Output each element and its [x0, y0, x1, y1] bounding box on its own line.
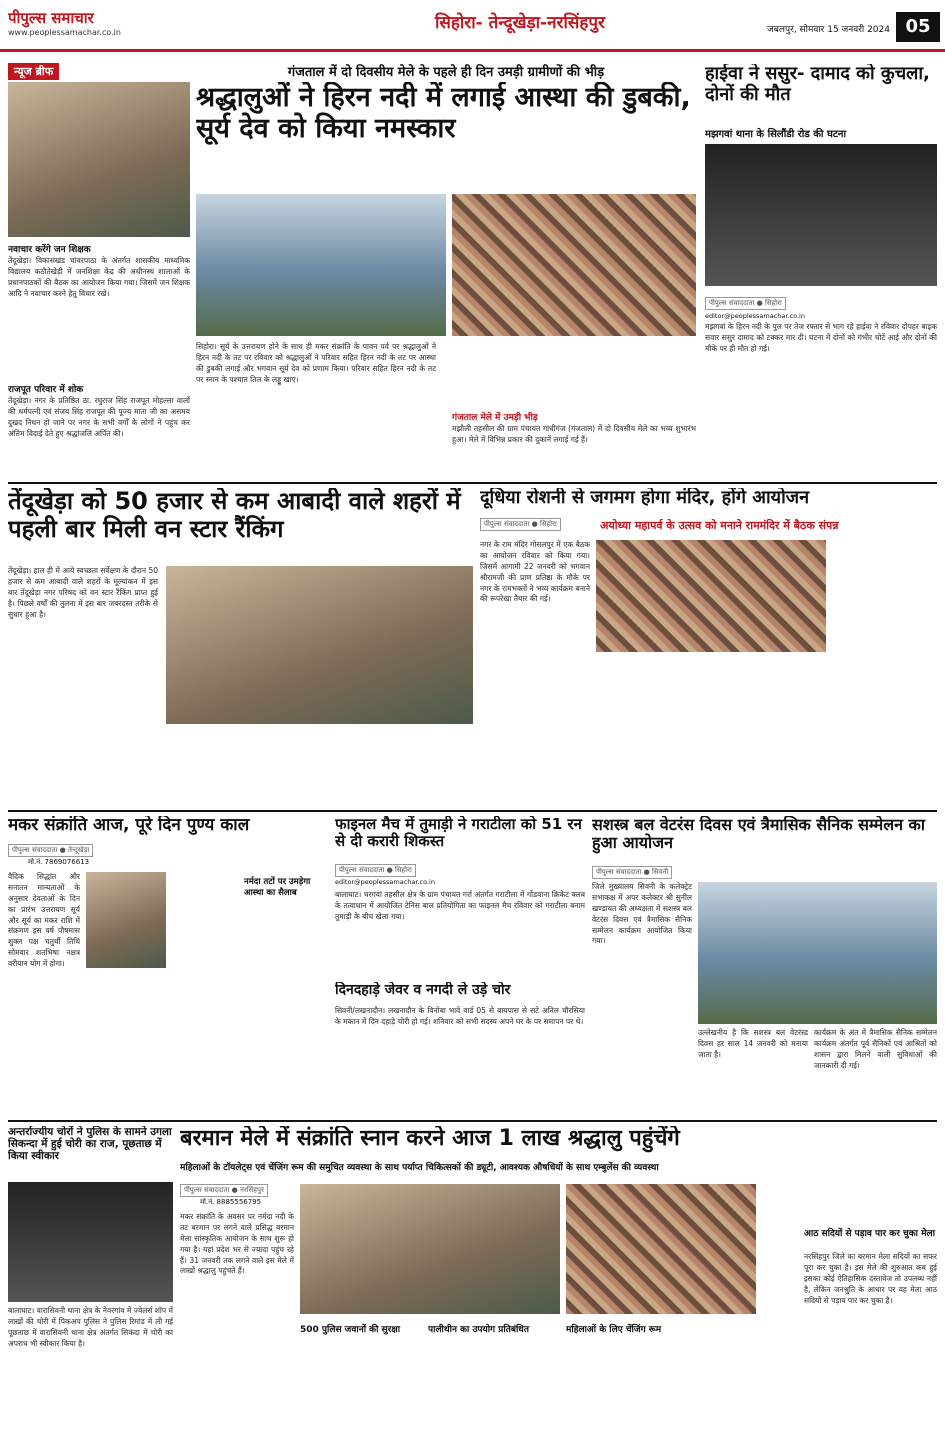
- sankranti-subheading: नर्मदा तटों पर उमड़ेगा आस्था का सैलाब: [244, 877, 311, 898]
- site-url[interactable]: www.peoplessamachar.co.in: [8, 28, 121, 37]
- lead-sub-body: मझौली तहसील की ग्राम पंचायत गांधीगंज (गंजताल) में दो दिवसीय मेले का भव्य शुभारंभ हुआ। मेले में विभिन्न प्रकार की दुकानें लगाई गई हैं।: [452, 424, 696, 444]
- barman-body: मकर संक्रांति के अवसर पर नर्मदा नदी के तट बरमान पर लगने वाले प्रसिद्ध बरमान मेला सांस्कृतिक आयोजन के साथ शुरू हो गया है। यहां प्रदेश भर से ज्यादा पहुंच रहे हैं। 31 जनवरी तक लगने वाले इस मेले में लाखों श्रद्धालु पहुंचते हैं।: [180, 1212, 294, 1276]
- veterans-photo: [698, 882, 937, 1024]
- news-brief-column: [8, 60, 190, 480]
- veterans-body2: कार्यक्रम के अंत में त्रैमासिक सैनिक सम्मेलन कार्यक्रम अंतर्गत पूर्व सैनिकों एवं आश्रितों को शासन द्वारा मिलने वाली सुविधाओं की जानकारी दी गई।: [814, 1028, 937, 1070]
- theft-headline: दिनदहाड़े जेवर व नगदी ले उड़े चोर: [335, 982, 511, 998]
- thieves-body: बालाघाट। वारासिवनी थाना क्षेत्र के नेवरगांव में ज्वेलर्स शॉप में लाखों की चोरी में पिकअप पुलिस ने पुलिस रिमांड में ली गई पूछताछ में वारासिवनी थाना क्षेत्र अंतर्गत सिकंदा में चोरी का अपराध भी स्वीकार किया है।: [8, 1306, 173, 1348]
- accident-photo: [705, 144, 937, 286]
- accident-email[interactable]: editor@peoplessamachar.co.in: [705, 312, 805, 320]
- cricket-email[interactable]: editor@peoplessamachar.co.in: [335, 878, 435, 886]
- veterans-caption: उल्लेखनीय है कि सशस्त्र बल वेटरंस्ड दिवस हर साल 14 जनवरी को मनाया जाता है।: [698, 1028, 808, 1059]
- cricket-body: बालाघाट। चरगवां तहसील क्षेत्र के ग्राम पंचायत गर्रा अंतर्गत गराटीला में गोंडवाना क्रिकेट क्लब के तत्वाधान में आयोजित टेनिस बाल प्रतियोगिता का फाइनल मैच रविवार को गराटीला बनाम तुमाड़ी के बीच खेला गया।: [335, 890, 585, 921]
- accident-story: [705, 60, 937, 480]
- barman-side-heading: आठ सदियों से पड़ाव पार कर चुका मेला: [804, 1229, 935, 1239]
- sankranti-byline: पीपुल्स संवाददाता ● तेन्दूखेड़ा: [8, 844, 93, 857]
- logo-text: पीपुल्स समाचार: [8, 9, 94, 27]
- brief-item1-headline: नवाचार करेंगे जन शिक्षक: [8, 245, 91, 255]
- barman-subheading-changing-room: महिलाओं के लिए चेंजिंग रूम: [566, 1325, 662, 1335]
- barman-photo-fair: [300, 1184, 560, 1314]
- lead-photo-fair: [452, 194, 696, 336]
- ranking-story: [8, 488, 473, 806]
- thieves-photo: [8, 1182, 173, 1302]
- ranking-body: तेंदूखेड़ा। हाल ही में आये स्वच्छता सर्वेक्षण के दौरान 50 हजार से कम आबादी वाले शहरों के मूल्यांकन में इस बार तेंदूखेड़ा नगर परिषद को वन स्टार रैंकिंग प्राप्त हुई है। पिछले वर्षों की तुलना में इस बार जबरदस्त तरीके से सुधार हुआ है।: [8, 566, 158, 619]
- news-brief-tag: न्यूज ब्रीफ: [8, 63, 59, 80]
- temple-subheadline: अयोध्या महापर्व के उत्सव को मनाने राममंदिर में बैठक संपन्न: [600, 519, 839, 532]
- accident-body: मझगवां के हिरन नदी के पुल पर तेज रफ्तार से भाग रहे हाईवा ने रविवार दोपहर बाइक सवार ससुर दामाद को टक्कर मार दी। घटना में दोनों को गंभीर चोटें आई और दोनों की मौके पर ही मौत हो गई।: [705, 322, 937, 353]
- barman-subheading-police: 500 पुलिस जवानों की सुरक्षा: [300, 1325, 401, 1335]
- lead-headline: श्रद्धालुओं ने हिरन नदी में लगाई आस्था की डुबकी, सूर्य देव को किया नमस्कार: [196, 82, 691, 145]
- barman-phone: मो.नं. 8885556795: [200, 1198, 262, 1206]
- ranking-photo: [166, 566, 473, 724]
- divider: [8, 1120, 937, 1122]
- barman-story: [180, 1126, 937, 1438]
- barman-subheading-polythene: पालीथीन का उपयोग प्रतिबंधित: [428, 1325, 529, 1335]
- temple-headline: दूधिया रोशनी से जगमग होगा मंदिर, होंगे आयोजन: [480, 488, 810, 508]
- temple-photo: [596, 540, 826, 652]
- lead-story: [196, 60, 696, 480]
- theft-body: सिवनी/लखनादौन। लखनादौन के विनोबा भावे वार्ड 05 से बायपास से सटे अनिल चौरसिया के मकान में दिन दहाड़े चोरी हो गई। शनिवार को सभी सदस्य अपने घर के पर समापन पर थे।: [335, 1006, 585, 1026]
- temple-byline: पीपुल्स संवाददाता ● सिहोरा: [480, 518, 561, 531]
- cricket-headline: फाइनल मैच में तुमाड़ी ने गराटीला को 51 रन से दी करारी शिकस्त: [335, 816, 582, 851]
- barman-byline: पीपुल्स संवाददाता ● नरसिंहपुर: [180, 1184, 268, 1197]
- section-title: सिहोरा- तेन्दूखेड़ा-नरसिंहपुर: [434, 13, 605, 33]
- barman-subheadline: महिलाओं के टॉयलेट्स एवं चेंजिंग रूम की समुचित व्यवस्था के साथ पर्याप्त चिकित्सकों की ड्यूटी, आवश्यक औषधियों के साथ एम्बुलेंस की व्यवस्था: [180, 1163, 659, 1173]
- page-number: 05: [896, 12, 940, 42]
- accident-subheadline: मझगवां थाना के सिलौंडी रोड की घटना: [705, 129, 847, 140]
- divider: [8, 810, 937, 812]
- veterans-headline: सशस्त्र बल वेटरंस दिवस एवं त्रैमासिक सैनिक सम्मेलन का हुआ आयोजन: [592, 816, 925, 853]
- sankranti-story: [8, 816, 328, 1118]
- divider: [8, 482, 937, 484]
- barman-photo-crowd: [566, 1184, 756, 1314]
- sankranti-portrait: [86, 872, 166, 968]
- cricket-story: [335, 816, 585, 1118]
- masthead: [0, 0, 945, 52]
- veterans-body: जिले मुख्यालय सिवनी के कलेक्ट्रेट सभाकक्ष में अपर कलेक्टर श्री सुनील खण्डायत की अध्यक्षता में सशस्त्र बल वेटरंस दिवस एवं त्रैमासिक सैनिक सम्मेलन कार्यक्रम आयोजित किया गया।: [592, 882, 692, 946]
- temple-body: नगर के राम मंदिर गोसलपुर में एक बैठक का आयोजन रविवार को किया गया। जिसमें आगामी 22 जनवरी को भगवान श्रीरामजी की प्राण प्रतिष्ठा के मौके पर नगर के रामभक्तों ने भव्य कार्यक्रम बनाने की रूपरेखा तैयार की गई।: [480, 540, 590, 604]
- veterans-byline: पीपुल्स संवाददाता ● सिवनी: [592, 866, 672, 879]
- brief-item1-body: तेंदूखेड़ा। विकासखंड चांवरपाठा के अंतर्गत शासकीय माध्यमिक विद्यालय कठौतेखेड़ी में जनशिक्षा केंद्र की अधीनस्थ शालाओं के प्रधानपाठकों की बैठक का आयोजन किया गया। जिसमें जन शिक्षक आदि ने नवाचार करने हेतु विचार रखे।: [8, 256, 190, 298]
- lead-body: सिहोरा। सूर्य के उत्तरायण होने के साथ ही मकर संक्रांति के पावन पर्व पर श्रद्धालुओं ने हिरन नदी के तट पर रविवार को श्रद्धालुओं ने परिवार सहित हिरन नदी के तट पर आस्था की डुबकी लगाई और भगवान सूर्य देव को प्रणाम किया। परिवार सहित हिरन नदी के तट पर स्नान के पश्चात तिल के लड्डू खाए।: [196, 342, 436, 384]
- dateline: जबलपुर, सोमवार 15 जनवरी 2024: [767, 25, 890, 35]
- accident-headline: हाईवा ने ससुर- दामाद को कुचला, दोनों की मौत: [705, 64, 930, 105]
- sankranti-body: वैदिक सिद्धांत और सनातन मान्यताओं के अनुसार देवताओं के दिन का प्रारंभ उत्तरायण सूर्य और सूर्य का मकर राशि में संक्रमण इस वर्ष पौषमास शुक्ल पक्ष चतुर्थी तिथि सोमवार शतभिषा नक्षत्र वरीयान योग में होगा।: [8, 872, 80, 968]
- newspaper-logo[interactable]: [8, 8, 213, 44]
- ranking-headline: तेंदूखेड़ा को 50 हजार से कम आबादी वाले शहरों में पहली बार मिली वन स्टार रैंकिंग: [8, 488, 461, 543]
- lead-subheading: गंजताल मेले में उमड़ी भीड़: [452, 413, 538, 423]
- brief-item2-headline: राजपूत परिवार में शोक: [8, 385, 84, 395]
- brief-item2-body: तेंदूखेड़ा। नगर के प्रतिष्ठित ठा. रघुराज सिंह राजपूत मोहल्ला वालों की धर्मपत्नी एवं संजय सिंह राजपूत की पूज्य माता जी का असमय दुखद निधन हो जाने पर नगर के सभी वर्गों के लोगों ने पहुंच कर अंतिम विदाई देते हुए श्रद्धांजलि अर्पित की।: [8, 396, 190, 438]
- brief-photo: [8, 82, 190, 237]
- sankranti-phone: मो.नं. 7869076613: [28, 858, 90, 866]
- cricket-byline: पीपुल्स संवाददाता ● सिहोरा: [335, 864, 416, 877]
- veterans-story: [592, 816, 937, 1118]
- accident-byline-block: [705, 290, 825, 320]
- temple-story: [480, 488, 937, 806]
- sankranti-headline: मकर संक्रांति आज, पूरे दिन पुण्य काल: [8, 816, 250, 835]
- lead-photo-river: [196, 194, 446, 336]
- lead-kicker: गंजताल में दो दिवसीय मेले के पहले ही दिन उमड़ी ग्रामीणों की भीड़: [287, 65, 605, 80]
- thieves-headline: अन्तर्राज्यीय चोरों ने पुलिस के सामने उगला सिकन्दा में हुई चोरी का राज, पूछताछ में किया स्वीकार: [8, 1126, 172, 1163]
- barman-side-body: नरसिंहपुर जिले का बरमान मेला सदियों का सफर पूरा कर चुका है। इस मेले की शुरुआत कब हुई इसका कोई ऐतिहासिक दस्तावेज तो उपलब्ध नहीं है, लेकिन जनश्रुति के आधार पर यह मेला आठ सदियों से पड़ाव पार कर चुका है।: [804, 1252, 937, 1305]
- thieves-story: [8, 1126, 173, 1438]
- barman-headline: बरमान मेले में संक्रांति स्नान करने आज 1 लाख श्रद्धालु पहुंचेंगे: [180, 1126, 680, 1151]
- accident-byline: पीपुल्स संवाददाता ● सिहोरा: [705, 297, 786, 310]
